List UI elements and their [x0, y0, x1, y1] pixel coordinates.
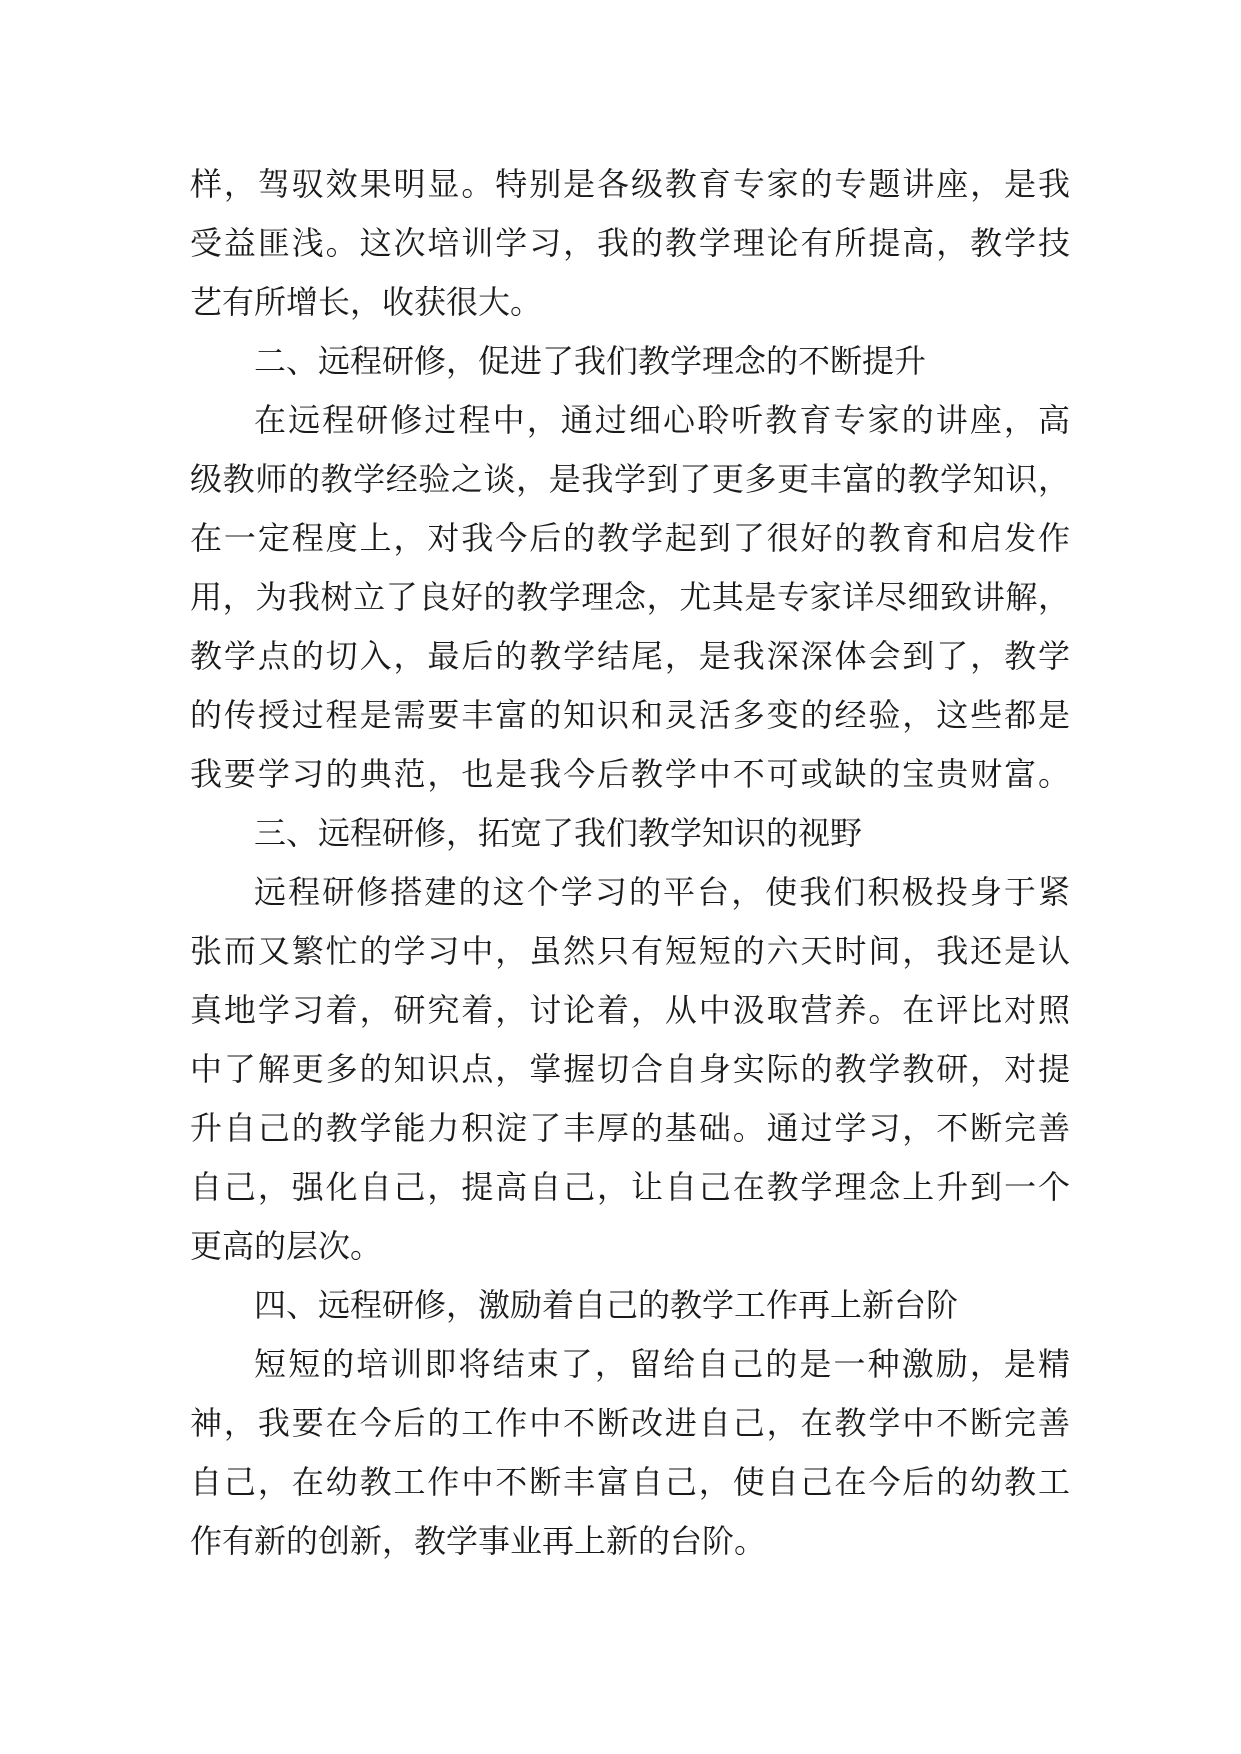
- text-line: 在远程研修过程中，通过细心聆听教育专家的讲座，高: [254, 401, 1070, 439]
- text-line: 短短的培训即将结束了，留给自己的是一种激励，是精: [254, 1345, 1070, 1383]
- text-line: 的传授过程是需要丰富的知识和灵活多变的经验，这些都是: [190, 696, 1070, 734]
- text-line: 受益匪浅。这次培训学习，我的教学理论有所提高，教学技: [190, 224, 1070, 262]
- section-heading: 四、远程研修，激励着自己的教学工作再上新台阶: [254, 1286, 959, 1324]
- text-line: 自己，在幼教工作中不断丰富自己，使自己在今后的幼教工: [190, 1463, 1070, 1501]
- text-line: 教学点的切入，最后的教学结尾，是我深深体会到了，教学: [190, 637, 1070, 675]
- text-line: 我要学习的典范，也是我今后教学中不可或缺的宝贵财富。: [190, 755, 1070, 793]
- body-text: [190, 155, 1070, 1571]
- text-line: 张而又繁忙的学习中，虽然只有短短的六天时间，我还是认: [190, 932, 1070, 970]
- text-line: 级教师的教学经验之谈，是我学到了更多更丰富的教学知识，: [190, 460, 1070, 498]
- text-line: 用，为我树立了良好的教学理念，尤其是专家详尽细致讲解，: [190, 578, 1070, 616]
- text-line: 艺有所增长，收获很大。: [190, 283, 543, 321]
- text-line: 作有新的创新，教学事业再上新的台阶。: [190, 1522, 767, 1560]
- text-line: 神，我要在今后的工作中不断改进自己，在教学中不断完善: [190, 1404, 1070, 1442]
- text-line: 更高的层次。: [190, 1227, 383, 1265]
- section-heading: 二、远程研修，促进了我们教学理念的不断提升: [254, 342, 927, 380]
- text-line: 在一定程度上，对我今后的教学起到了很好的教育和启发作: [190, 519, 1070, 557]
- text-line: 样，驾驭效果明显。特别是各级教育专家的专题讲座，是我: [190, 165, 1070, 203]
- text-line: 远程研修搭建的这个学习的平台，使我们积极投身于紧: [254, 873, 1070, 911]
- section-heading: 三、远程研修，拓宽了我们教学知识的视野: [254, 814, 863, 852]
- text-line: 中了解更多的知识点，掌握切合自身实际的教学教研，对提: [190, 1050, 1070, 1088]
- text-line: 自己，强化自己，提高自己，让自己在教学理念上升到一个: [190, 1168, 1070, 1206]
- text-line: 升自己的教学能力积淀了丰厚的基础。通过学习，不断完善: [190, 1109, 1070, 1147]
- text-line: 真地学习着，研究着，讨论着，从中汲取营养。在评比对照: [190, 991, 1070, 1029]
